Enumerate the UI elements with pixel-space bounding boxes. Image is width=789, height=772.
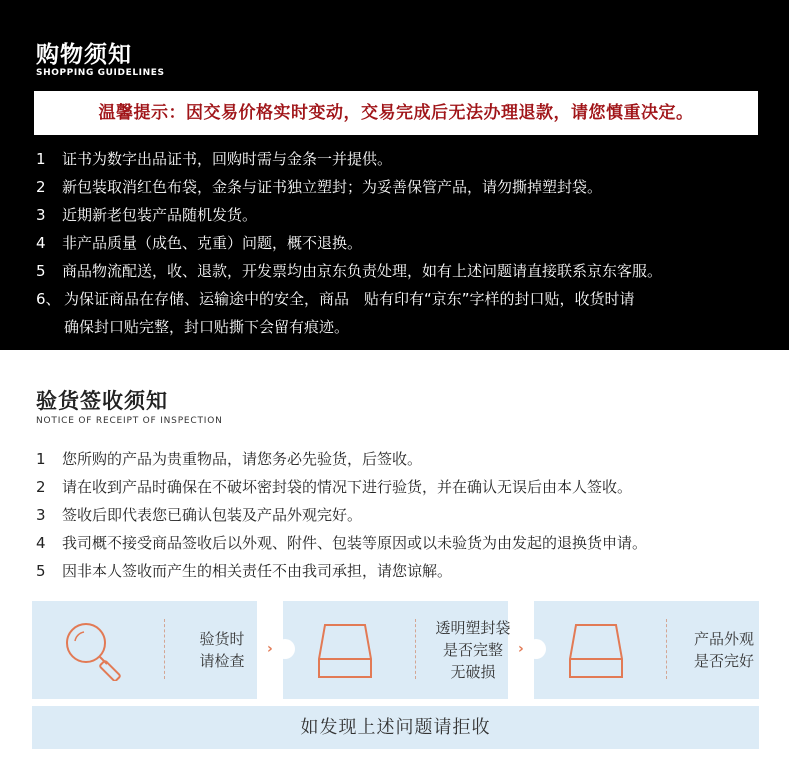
- list-item: 4 非产品质量（成色、克重）问题，概不退换。: [36, 234, 363, 252]
- list-item: 2 请在收到产品时确保在不破坏密封袋的情况下进行验货，并在确认无误后由本人签收。: [36, 478, 633, 496]
- warning-banner: 温馨提示：因交易价格实时变动，交易完成后无法办理退款，请您慎重决定。: [34, 91, 758, 135]
- shopping-list: [36, 145, 776, 341]
- card-notch: [526, 639, 546, 659]
- list-item: 3 签收后即代表您已确认包装及产品外观完好。: [36, 506, 363, 524]
- shopping-guidelines-section: [0, 0, 789, 350]
- chevron-right-icon: ›: [518, 641, 524, 657]
- step-label: 产品外观 是否完好: [693, 630, 754, 670]
- divider: [164, 619, 165, 679]
- chevron-right-icon: ›: [267, 641, 273, 657]
- shopping-title: 购物须知: [36, 42, 132, 68]
- step-label: 透明塑封袋 是否完整 无破损: [435, 619, 511, 681]
- list-item: 1 您所购的产品为贵重物品，请您务必先验货，后签收。: [36, 450, 423, 468]
- list-item: 5 商品物流配送，收、退款，开发票均由京东负责处理，如有上述问题请直接联系京东客服。: [36, 262, 663, 280]
- divider: [415, 619, 416, 679]
- shopping-subtitle: SHOPPING GUIDELINES: [36, 68, 165, 78]
- step-card-inspect: [32, 601, 257, 699]
- list-item: 3 近期新老包装产品随机发货。: [36, 206, 258, 224]
- package-icon: [313, 619, 383, 681]
- card-notch: [275, 639, 295, 659]
- list-item: 4 我司概不接受商品签收后以外观、附件、包装等原因或以未验货为由发起的退换货申请。: [36, 534, 648, 552]
- step-card-seal: [283, 601, 511, 699]
- list-item-continuation: 确保封口贴完整，封口贴撕下会留有痕迹。: [64, 318, 350, 336]
- inspection-subtitle: NOTICE OF RECEIPT OF INSPECTION: [36, 416, 223, 426]
- inspection-list: [36, 445, 776, 585]
- list-item: 6、 为保证商品在存储、运输途中的安全，商品 贴有印有“京东”字样的封口贴，收货时请: [36, 290, 635, 308]
- step-card-appearance: [534, 601, 759, 699]
- step-label: 验货时 请检查: [199, 630, 245, 670]
- list-item: 5 因非本人签收而产生的相关责任不由我司承担，请您谅解。: [36, 562, 453, 580]
- reject-notice: 如发现上述问题请拒收: [32, 706, 759, 749]
- list-item: 2 新包装取消红色布袋，金条与证书独立塑封；为妥善保管产品，请勿撕掉塑封袋。: [36, 178, 603, 196]
- inspection-title: 验货签收须知: [36, 389, 168, 413]
- magnifier-icon: [62, 619, 132, 681]
- package-icon: [564, 619, 634, 681]
- divider: [666, 619, 667, 679]
- list-item: 1 证书为数字出品证书，回购时需与金条一并提供。: [36, 150, 393, 168]
